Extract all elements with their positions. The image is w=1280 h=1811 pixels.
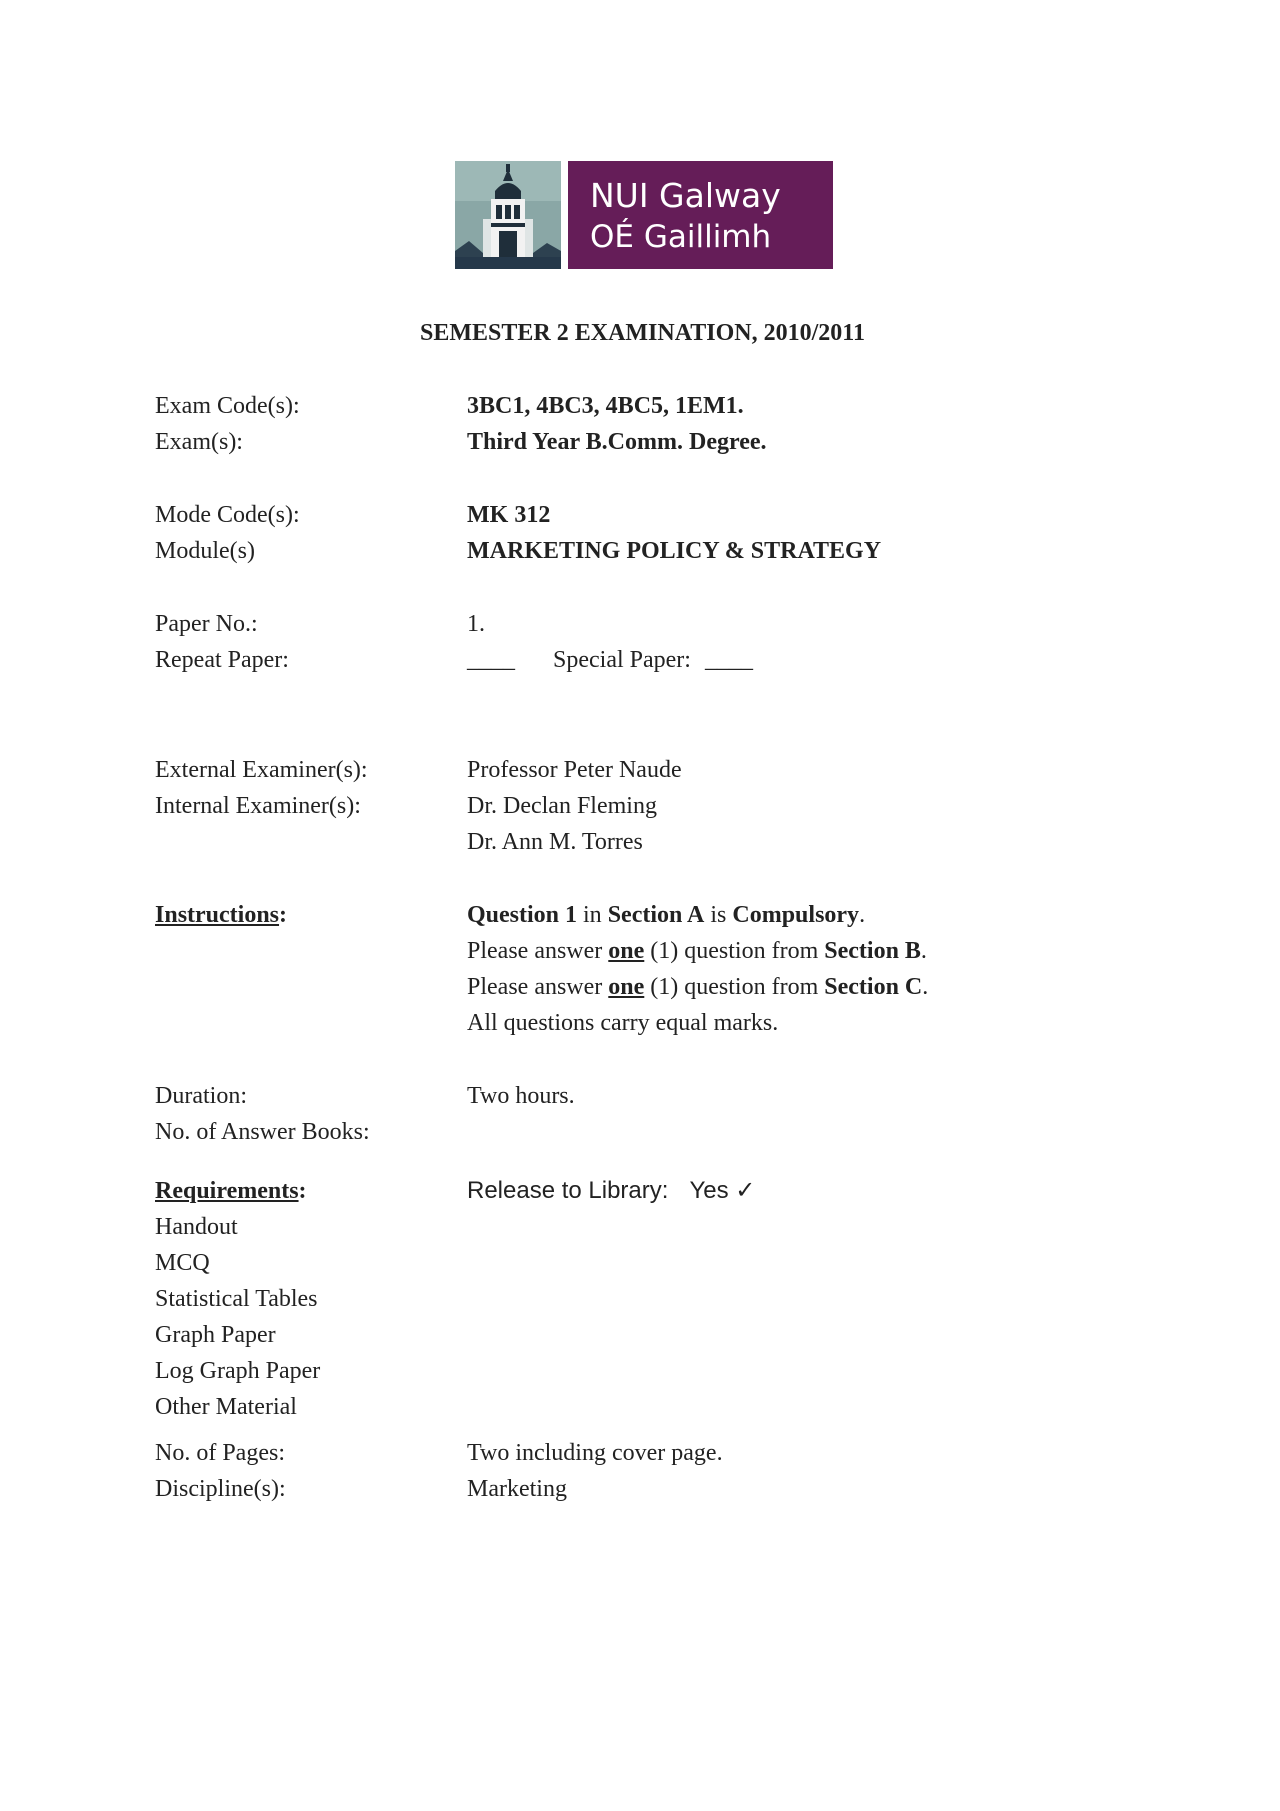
repeat-paper-blank: ____ (467, 647, 515, 673)
paper-no-label: Paper No.: (155, 611, 258, 637)
repeat-paper-value (467, 642, 753, 678)
release-value: Yes ✓ (689, 1177, 756, 1204)
requirement-item: Log Graph Paper (155, 1358, 321, 1384)
instruction-text: . (922, 974, 929, 1000)
instruction-line-4: All questions carry equal marks. (467, 1010, 779, 1036)
internal-examiner-1: Dr. Declan Fleming (467, 793, 657, 819)
instructions-label-colon: : (279, 902, 288, 928)
requirements-label-text: Requirements (155, 1178, 299, 1204)
instructions-label (155, 897, 287, 933)
instruction-compulsory: Compulsory (732, 902, 860, 928)
instruction-text: (1) question from (644, 974, 825, 1000)
paper-no-value: 1. (467, 611, 485, 637)
instruction-text: in (577, 902, 608, 928)
release-to-library (467, 1173, 755, 1209)
requirement-item: Other Material (155, 1394, 297, 1420)
internal-examiners-label: Internal Examiner(s): (155, 793, 361, 819)
requirement-item: Graph Paper (155, 1322, 276, 1348)
mode-codes-value: MK 312 (467, 502, 551, 528)
instruction-text: Please answer (467, 974, 609, 1000)
instruction-one: one (608, 938, 645, 964)
instruction-line-2 (467, 933, 927, 969)
mode-codes-label: Mode Code(s): (155, 502, 300, 528)
requirements-label-colon: : (298, 1178, 307, 1204)
instruction-line-3 (467, 969, 928, 1005)
exams-label: Exam(s): (155, 429, 243, 455)
nui-galway-logo (455, 161, 833, 269)
requirements-label (155, 1173, 307, 1209)
special-paper-blank: ____ (704, 647, 753, 673)
instruction-one: one (608, 974, 645, 1000)
instruction-text: is (704, 902, 733, 928)
internal-examiner-2: Dr. Ann M. Torres (467, 829, 643, 855)
instruction-section-b: Section B (824, 938, 921, 964)
release-label: Release to Library: (467, 1177, 669, 1204)
disciplines-value: Marketing (467, 1476, 567, 1502)
disciplines-label: Discipline(s): (155, 1476, 286, 1502)
exam-codes-label: Exam Code(s): (155, 393, 300, 419)
special-paper-label: Special Paper: (553, 647, 691, 673)
instructions-label-text: Instructions (155, 902, 280, 928)
logo-line-irish: OÉ Gaillimh (590, 219, 772, 255)
exam-codes-value: 3BC1, 4BC3, 4BC5, 1EM1. (467, 393, 744, 419)
exam-title: SEMESTER 2 EXAMINATION, 2010/2011 (420, 320, 865, 346)
pages-label: No. of Pages: (155, 1440, 285, 1466)
requirement-item: Statistical Tables (155, 1286, 318, 1312)
external-examiners-label: External Examiner(s): (155, 757, 368, 783)
pages-value: Two including cover page. (467, 1440, 723, 1466)
modules-label: Module(s) (155, 538, 255, 564)
instruction-section-a: Section A (607, 902, 705, 928)
logo-line-english: NUI Galway (590, 176, 781, 215)
instruction-section-c: Section C (824, 974, 923, 1000)
duration-label: Duration: (155, 1083, 247, 1109)
exams-value: Third Year B.Comm. Degree. (467, 429, 767, 455)
repeat-paper-label: Repeat Paper: (155, 647, 289, 673)
instruction-question: Question 1 (467, 902, 578, 928)
instruction-text: . (859, 902, 866, 928)
requirement-item: Handout (155, 1214, 238, 1240)
answer-books-label: No. of Answer Books: (155, 1119, 370, 1145)
instruction-text: (1) question from (644, 938, 825, 964)
external-examiners-value: Professor Peter Naude (467, 757, 682, 783)
instruction-line-1 (467, 897, 865, 933)
instruction-text: . (920, 938, 927, 964)
logo-wordmark (568, 161, 833, 269)
logo-divider (561, 161, 568, 269)
requirement-item: MCQ (155, 1250, 210, 1276)
modules-value: MARKETING POLICY & STRATEGY (467, 538, 882, 564)
instruction-text: Please answer (467, 938, 609, 964)
quadrangle-tower-icon (455, 161, 561, 269)
duration-value: Two hours. (467, 1083, 575, 1109)
